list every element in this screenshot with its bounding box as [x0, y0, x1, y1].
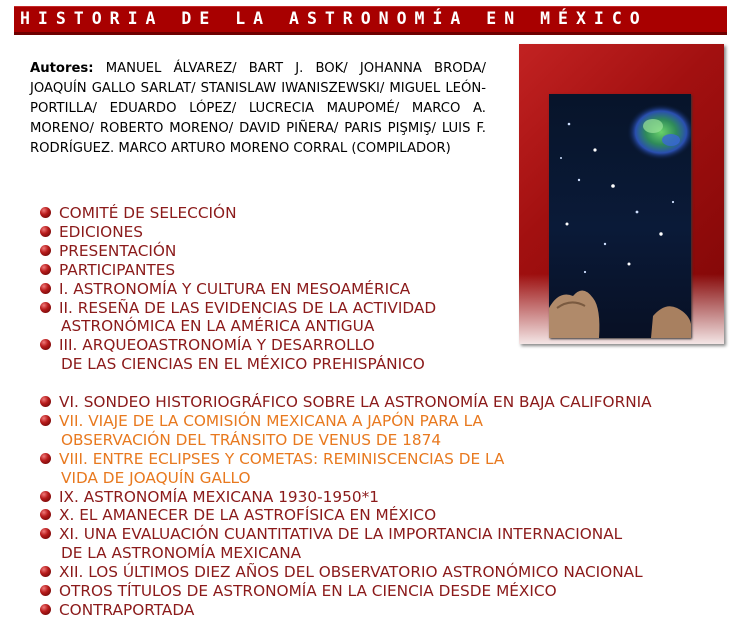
menu-item[interactable]: [38, 488, 652, 507]
menu-item-label-continued[interactable]: VIDA DE JOAQUÍN GALLO: [61, 468, 251, 487]
menu-item-label[interactable]: VIII. ENTRE ECLIPSES Y COMETAS: REMINISCENCIAS DE LA: [59, 449, 505, 468]
menu-item-label-continued[interactable]: DE LA ASTRONOMÍA MEXICANA: [61, 544, 302, 563]
menu-item-label[interactable]: II. RESEÑA DE LAS EVIDENCIAS DE LA ACTIVIDAD: [59, 298, 437, 317]
bullet-icon: [40, 396, 51, 407]
menu-item[interactable]: [38, 525, 652, 563]
menu-item-label[interactable]: XI. UNA EVALUACIÓN CUANTITATIVA DE LA IMPORTANCIA INTERNACIONAL: [59, 525, 623, 544]
menu-item-label[interactable]: I. ASTRONOMÍA Y CULTURA EN MESOAMÉRICA: [59, 279, 411, 298]
menu-item[interactable]: [38, 393, 652, 412]
bullet-icon: [40, 302, 51, 313]
bullet-icon: [40, 566, 51, 577]
menu-item[interactable]: [38, 450, 652, 488]
book-cover-image[interactable]: [549, 94, 691, 338]
bullet-icon: [40, 453, 51, 464]
menu-item-label[interactable]: XII. LOS ÚLTIMOS DIEZ AÑOS DEL OBSERVATORIO ASTRONÓMICO NACIONAL: [59, 563, 643, 582]
menu-item[interactable]: [38, 506, 652, 525]
menu-item-label[interactable]: EDICIONES: [59, 222, 144, 241]
menu-item[interactable]: [38, 601, 652, 620]
bullet-icon: [40, 207, 51, 218]
menu-item[interactable]: [38, 336, 652, 374]
menu-item-label-continued[interactable]: ASTRONÓMICA EN LA AMÉRICA ANTIGUA: [61, 317, 375, 336]
menu-item-label[interactable]: OTROS TÍTULOS DE ASTRONOMÍA EN LA CIENCIA DESDE MÉXICO: [59, 582, 557, 601]
menu-item-label[interactable]: VI. SONDEO HISTORIOGRÁFICO SOBRE LA ASTRONOMÍA EN BAJA CALIFORNIA: [59, 393, 652, 412]
menu-item-label[interactable]: PARTICIPANTES: [59, 260, 176, 279]
bullet-icon: [40, 226, 51, 237]
starry-sky-image: [549, 94, 691, 338]
bullet-icon: [40, 283, 51, 294]
cover-image-frame: [519, 44, 724, 344]
menu-item-label[interactable]: COMITÉ DE SELECCIÓN: [59, 204, 237, 222]
bullet-icon: [40, 264, 51, 275]
menu-item[interactable]: [38, 563, 652, 582]
menu-item-label-continued[interactable]: OBSERVACIÓN DEL TRÁNSITO DE VENUS DE 1874: [61, 430, 442, 449]
menu-item-label[interactable]: VII. VIAJE DE LA COMISIÓN MEXICANA A JAPÓN PARA LA: [59, 411, 483, 430]
menu-item-label[interactable]: CONTRAPORTADA: [59, 601, 195, 620]
authors-names: MANUEL ÁLVAREZ/ BART J. BOK/ JOHANNA BRODA/ JOAQUÍN GALLO SARLAT/ STANISLAW IWANISZEWSKI/ MIGUEL LEÓN-PORTILLA/ EDUARDO LÓPEZ/ LUCRECIA MAUPOMÉ/ MARCO A. MORENO/ ROBERTO MORENO/ DAVID PIÑERA/ PARIS PIŞMIŞ/ LUIS F. RODRÍGUEZ. MARCO ARTURO MORENO CORRAL (COMPILADOR): [30, 61, 486, 156]
bullet-icon: [40, 339, 51, 350]
authors-block: [30, 59, 486, 159]
menu-item-label-continued[interactable]: DE LAS CIENCIAS EN EL MÉXICO PREHISPÁNICO: [61, 355, 425, 374]
menu-item-label[interactable]: IX. ASTRONOMÍA MEXICANA 1930-1950*1: [59, 487, 379, 506]
bullet-icon: [40, 245, 51, 256]
bullet-icon: [40, 604, 51, 615]
title-bar: [14, 6, 727, 35]
menu-item-label[interactable]: III. ARQUEOASTRONOMÍA Y DESARROLLO: [59, 336, 375, 355]
bullet-icon: [40, 528, 51, 539]
bullet-icon: [40, 585, 51, 596]
menu-item-label[interactable]: PRESENTACIÓN: [59, 241, 177, 260]
bullet-icon: [40, 491, 51, 502]
authors-label: Autores:: [30, 61, 94, 76]
bullet-icon: [40, 415, 51, 426]
bullet-icon: [40, 509, 51, 520]
menu-item-label[interactable]: X. EL AMANECER DE LA ASTROFÍSICA EN MÉXICO: [59, 506, 437, 525]
menu-item[interactable]: [38, 582, 652, 601]
menu-item[interactable]: [38, 412, 652, 450]
page-title: HISTORIA DE LA ASTRONOMÍA EN MÉXICO: [20, 9, 648, 28]
